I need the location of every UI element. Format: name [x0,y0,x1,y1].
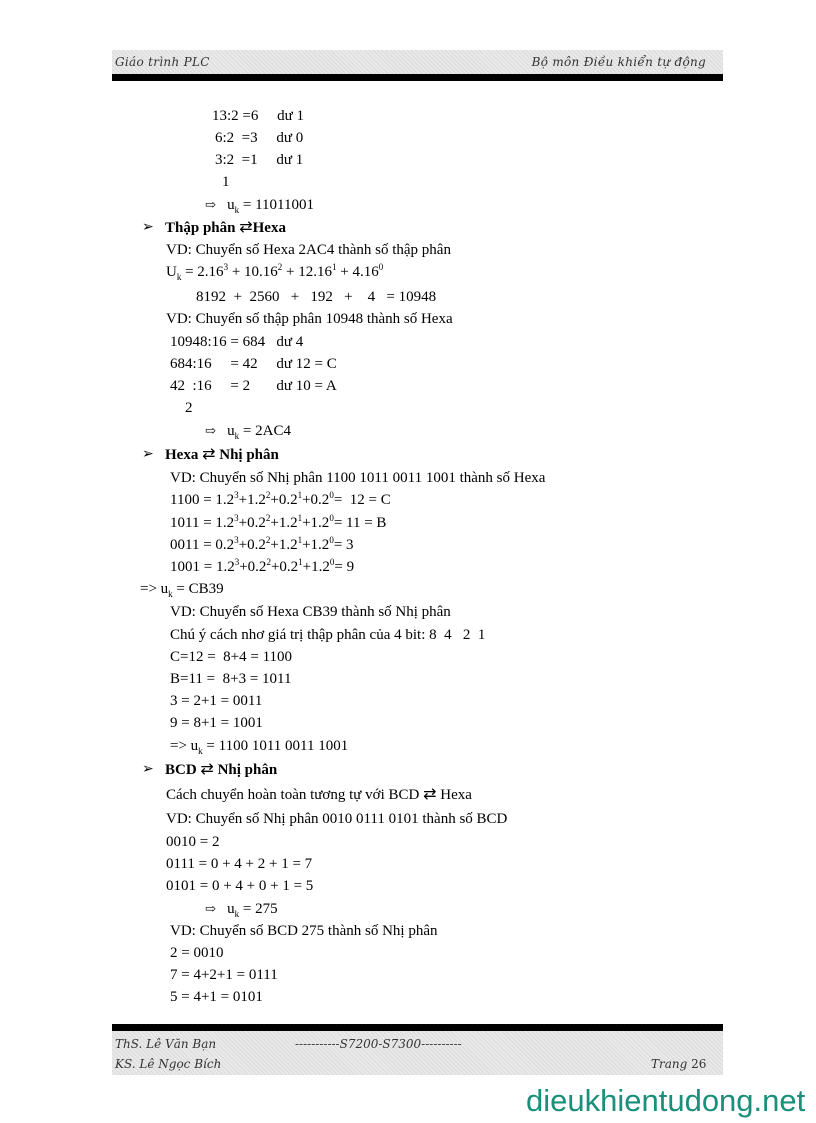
math-sub: k [198,746,203,756]
header-department: Bộ môn Điều khiển tự động [531,55,706,69]
math-sup: 3 [234,557,240,567]
text-line: 684:16 = 42 dư 12 = C [170,356,337,372]
math-text: => u [170,738,199,754]
text-line [170,491,391,509]
math-sup: 2 [266,557,271,567]
bullet-arrow-icon: ➢ [142,762,154,777]
result-value: = 11011001 [239,197,315,213]
watermark-site[interactable]: dieukhientudong.net [526,1083,806,1118]
text-line: VD: Chuyển số BCD 275 thành số Nhị phân [170,923,438,939]
text-line: 5 = 4+1 = 0101 [170,989,263,1005]
math-sup: 2 [265,535,271,545]
section-heading [165,218,286,237]
heading-from: Hexa [165,447,203,463]
exchange-arrow-icon: ⇄ [200,759,214,778]
math-text: 1001 = 1.2 [170,559,235,575]
text-line: 3 = 2+1 = 0011 [170,693,263,709]
result-value: = 275 [239,901,278,917]
spacer [216,197,227,213]
math-text: = 9 [334,559,355,575]
result-var: u [227,423,235,439]
math-text: 0011 = 0.2 [170,537,235,553]
math-sup: 3 [234,513,239,523]
exchange-arrow-icon: ⇄ [239,217,253,236]
text-line [170,737,348,755]
footer-author-2: KS. Lê Ngọc Bích [115,1057,222,1071]
math-sup: 0 [329,513,334,523]
math-sup: 3 [234,490,239,500]
footer-page [651,1057,706,1071]
heading-to: Hexa [252,220,286,236]
implies-arrow-icon: ⇨ [205,423,216,438]
section-heading [165,445,279,464]
math-sup: 3 [223,262,229,272]
heading-to: Nhị phân [215,447,279,463]
bullet-arrow-icon: ➢ [142,220,154,235]
result-subscript: k [234,909,240,919]
text-segment: Cách chuyển hoàn toàn tương tự với BCD [166,787,424,803]
text-line: 0111 = 0 + 4 + 2 + 1 = 7 [166,856,313,872]
text-line [140,580,224,598]
math-text: U [166,264,177,280]
text-line [170,514,386,532]
exchange-arrow-icon: ⇄ [423,784,437,803]
math-sub: k [176,272,182,282]
math-text: +1.2 [238,492,266,508]
text-line [166,785,472,804]
math-text: = 3 [333,537,354,553]
text-line: 8192 + 2560 + 192 + 4 = 10948 [196,289,437,305]
footer-series: -----------S7200-S7300---------- [295,1037,462,1051]
implies-arrow-icon: ⇨ [205,901,216,916]
text-line: B=11 = 8+3 = 1011 [170,671,292,687]
text-line: 2 [185,400,193,416]
math-text: = 1100 1011 0011 1001 [202,738,349,754]
math-sup: 1 [297,513,303,523]
math-text: +0.2 [270,559,299,575]
text-line: 10948:16 = 684 dư 4 [170,334,304,350]
spacer [216,423,227,439]
math-sup: 1 [297,535,303,545]
math-sub: k [168,589,173,599]
math-text: +0.2 [239,559,267,575]
result-subscript: k [234,205,240,215]
footer-rule [112,1024,723,1031]
text-line: VD: Chuyển số Hexa 2AC4 thành số thập phân [166,242,451,258]
math-sup: 0 [378,262,384,272]
math-sup: 1 [298,557,303,567]
math-sup: 3 [234,535,239,545]
math-text: = CB39 [172,581,224,597]
footer-page-number: 26 [691,1057,707,1071]
text-line: 3:2 =1 dư 1 [215,152,304,168]
text-line: 1 [222,174,230,190]
result-value: = 2AC4 [239,423,291,439]
math-text: = 12 = C [333,492,391,508]
math-text: + 10.16 [228,264,278,280]
math-text: +0.2 [302,492,330,508]
text-line: 42 :16 = 2 dư 10 = A [170,378,337,394]
text-line: 2 = 0010 [170,945,224,961]
text-line: VD: Chuyển số Nhị phân 1100 1011 0011 1001 thành số Hexa [170,470,546,486]
math-text: +0.2 [238,515,266,531]
result-subscript: k [234,431,240,441]
footer-author-1: ThS. Lê Văn Bạn [115,1037,217,1051]
heading-to: Nhị phân [213,762,278,778]
math-text: +1.2 [302,537,330,553]
text-line: VD: Chuyển số Hexa CB39 thành số Nhị phân [170,604,451,620]
text-line: 0010 = 2 [166,834,220,850]
math-text: +1.2 [302,559,330,575]
text-line: 13:2 =6 dư 1 [212,108,305,124]
text-line: 6:2 =3 dư 0 [215,130,304,146]
math-text: = 2.16 [181,264,224,280]
text-line [170,536,354,554]
result-var: u [227,197,235,213]
text-line: 7 = 4+2+1 = 0111 [170,967,278,983]
text-line: VD: Chuyển số thập phân 10948 thành số Hexa [166,311,453,327]
text-line: C=12 = 8+4 = 1100 [170,649,293,665]
math-sup: 2 [277,262,283,272]
spacer [216,901,227,917]
text-line: Chú ý cách nhơ giá trị thập phân của 4 bit: 8 4 2 1 [170,627,486,643]
text-line [205,196,314,214]
math-text: +0.2 [238,537,266,553]
text-line: VD: Chuyển số Nhị phân 0010 0111 0101 thành số BCD [166,811,508,827]
heading-from: BCD [165,762,201,778]
implies-arrow-icon: ⇨ [205,197,216,212]
math-text: 1100 = 1.2 [170,492,235,508]
text-line [205,422,291,440]
header-rule [112,74,723,81]
text-line: 9 = 8+1 = 1001 [170,715,263,731]
math-sup: 1 [332,262,337,272]
math-text: +1.2 [302,515,330,531]
math-text: 1011 = 1.2 [170,515,235,531]
math-sup: 0 [329,557,335,567]
math-text: +1.2 [270,515,298,531]
math-text: => u [140,581,169,597]
math-text: +1.2 [270,537,298,553]
math-sup: 0 [329,490,334,500]
math-text: = 11 = B [333,515,387,531]
footer-page-label: Trang [651,1057,688,1071]
header-course-title: Giáo trình PLC [115,55,210,69]
text-line [170,558,354,576]
result-var: u [227,901,235,917]
math-text: + 4.16 [336,264,379,280]
math-sup: 2 [265,513,271,523]
math-sup: 1 [297,490,303,500]
text-line [166,263,383,281]
text-line: 0101 = 0 + 4 + 0 + 1 = 5 [166,878,314,894]
exchange-arrow-icon: ⇄ [202,444,216,463]
section-heading [165,760,277,779]
math-text: + 12.16 [282,264,332,280]
math-sup: 0 [329,535,334,545]
text-segment: Hexa [436,787,472,803]
bullet-arrow-icon: ➢ [142,447,154,462]
math-text: +0.2 [270,492,298,508]
math-sup: 2 [265,490,271,500]
text-line [205,900,278,918]
heading-from: Thập phân [165,220,240,236]
